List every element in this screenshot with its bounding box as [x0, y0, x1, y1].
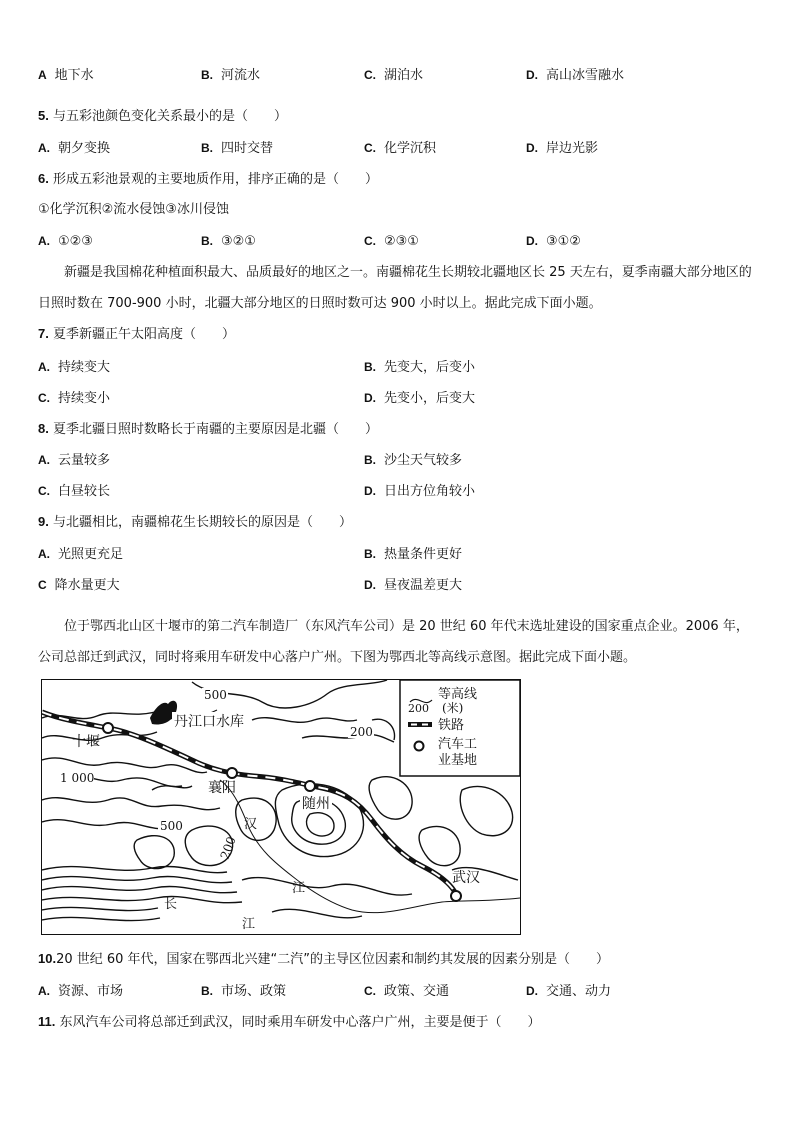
- q6-subitems: ①化学沉积②流水侵蚀③冰川侵蚀: [38, 202, 229, 217]
- question-number: 8.: [38, 421, 49, 436]
- option-text: 昼夜温差更大: [384, 578, 463, 593]
- passage-text: 位于鄂西北山区十堰市的第二汽车制造厂（东风汽车公司）是 20 世纪 60 年代末选址建设的国家重点企业。2006 年，公司总部迁到武汉，同时将乘用车研发中心落户广州。下图为鄂西北等高线示意图。据此完成下面小题。: [38, 619, 749, 665]
- q9-option-d: [364, 576, 462, 595]
- legend-base-label-2: 业基地: [438, 753, 478, 768]
- option-text: 先变小，后变大: [384, 391, 476, 406]
- option-key: D.: [364, 391, 376, 405]
- option-text: 降水量更大: [54, 578, 120, 593]
- q8-stem: [38, 420, 378, 439]
- q9-stem: [38, 513, 352, 532]
- passage-xinjiang: [38, 257, 758, 319]
- option-key: B.: [364, 547, 376, 561]
- option-text: 朝夕变换: [58, 141, 111, 156]
- option-key: D.: [364, 578, 376, 592]
- q6-option-a: [38, 232, 93, 251]
- q10-option-c: [364, 982, 449, 1001]
- option-text: ①②③: [58, 234, 93, 249]
- legend-railway-dash: [422, 724, 428, 726]
- option-text: ③①②: [546, 234, 581, 249]
- question-number: 7.: [38, 326, 49, 341]
- question-number: 5.: [38, 108, 49, 123]
- river-label-jiang: 江: [292, 881, 306, 896]
- question-text: 与五彩池颜色变化关系最小的是（ ）: [52, 109, 287, 124]
- option-text: 化学沉积: [384, 141, 437, 156]
- q6-stem: [38, 170, 378, 189]
- question-text: 形成五彩池景观的主要地质作用，排序正确的是（ ）: [52, 172, 378, 187]
- option-key: C: [38, 578, 47, 592]
- contour-map: [41, 679, 521, 935]
- q8-option-d: [364, 482, 475, 501]
- question-number: 9.: [38, 514, 49, 529]
- option-text: 地下水: [54, 68, 94, 83]
- legend-contour-value: 200: [408, 702, 429, 715]
- contour-label-1000: 1 000: [60, 771, 95, 785]
- legend-base-symbol: [415, 742, 424, 751]
- q10-option-b: [201, 982, 286, 1001]
- legend-base-label-1: 汽车工: [438, 737, 478, 752]
- contour-map-drawing: [42, 680, 520, 934]
- q7-option-b: [364, 358, 475, 377]
- option-text: 高山冰雪融水: [546, 68, 625, 83]
- q5-stem: [38, 107, 287, 126]
- option-key: B.: [201, 984, 213, 998]
- place-xiangyang: 襄阳: [208, 780, 236, 796]
- option-key: C.: [364, 68, 376, 82]
- place-suizhou: 随州: [302, 796, 330, 812]
- option-key: D.: [526, 234, 538, 248]
- option-key: B.: [201, 141, 213, 155]
- q8-option-b: [364, 451, 462, 470]
- question-number: 10.: [38, 951, 57, 966]
- q9-option-c: [38, 576, 120, 595]
- base-marker-wuhan: [451, 891, 461, 901]
- option-key: A.: [38, 234, 50, 248]
- q8-option-a: [38, 451, 110, 470]
- passage-dongfeng: [38, 611, 758, 673]
- option-text: 市场、政策: [221, 984, 287, 999]
- option-key: D.: [526, 984, 538, 998]
- q5-option-c: [364, 139, 436, 158]
- q10-option-d: [526, 982, 611, 1001]
- q4-option-b: [201, 66, 260, 85]
- option-text: 资源、市场: [58, 984, 124, 999]
- contour-label-500-top: 500: [204, 688, 227, 702]
- q7-option-c: [38, 389, 110, 408]
- option-text: 光照更充足: [58, 547, 124, 562]
- option-key: B.: [201, 234, 213, 248]
- question-text: 夏季新疆正午太阳高度（ ）: [52, 327, 235, 342]
- base-marker-shiyan: [103, 723, 113, 733]
- place-shiyan: 十堰: [72, 734, 100, 750]
- q5-option-d: [526, 139, 598, 158]
- option-key: D.: [526, 141, 538, 155]
- option-key: D.: [526, 68, 538, 82]
- option-key: A.: [38, 453, 50, 467]
- q7-option-a: [38, 358, 110, 377]
- option-key: C.: [38, 484, 50, 498]
- q7-option-d: [364, 389, 475, 408]
- option-key: C.: [364, 141, 376, 155]
- q6-option-c: [364, 232, 419, 251]
- option-key: C.: [364, 234, 376, 248]
- option-key: A.: [38, 547, 50, 561]
- option-key: C.: [38, 391, 50, 405]
- option-text: 白昼较长: [58, 484, 111, 499]
- option-key: B.: [364, 360, 376, 374]
- option-text: 岸边光影: [546, 141, 599, 156]
- river-label-jiang-2: 江: [242, 917, 256, 932]
- q9-option-a: [38, 545, 123, 564]
- q4-option-d: [526, 66, 624, 85]
- option-text: 四时交替: [221, 141, 274, 156]
- option-key: B.: [201, 68, 213, 82]
- option-text: 政策、交通: [384, 984, 450, 999]
- question-text: 与北疆相比，南疆棉花生长期较长的原因是（ ）: [52, 515, 352, 530]
- q7-stem: [38, 325, 235, 344]
- contour-label-200-mid: 200: [350, 725, 373, 739]
- q9-option-b: [364, 545, 462, 564]
- option-text: ②③①: [384, 234, 419, 249]
- option-text: 沙尘天气较多: [384, 453, 463, 468]
- place-danjiangkou: 丹江口水库: [174, 714, 244, 730]
- question-text: 20 世纪 60 年代，国家在鄂西北兴建“二汽”的主导区位因素和制约其发展的因素分别是（ ）: [56, 952, 610, 967]
- option-text: 热量条件更好: [384, 547, 463, 562]
- option-key: A.: [38, 141, 50, 155]
- legend-railway-label: 铁路: [438, 718, 465, 733]
- legend-contour-label: 等高线: [438, 687, 478, 702]
- q10-option-a: [38, 982, 123, 1001]
- option-key: B.: [364, 453, 376, 467]
- option-text: 持续变小: [58, 391, 111, 406]
- river-label-han: 汉: [244, 817, 258, 832]
- q6-option-b: [201, 232, 256, 251]
- option-key: A.: [38, 360, 50, 374]
- option-text: 日出方位角较小: [384, 484, 476, 499]
- option-text: 交通、动力: [546, 984, 612, 999]
- option-text: 云量较多: [58, 453, 111, 468]
- river-label-chang: 长: [164, 897, 178, 912]
- base-marker-xiangyang: [227, 768, 237, 778]
- q10-stem: [38, 950, 609, 969]
- option-text: 先变大，后变小: [384, 360, 476, 375]
- legend-railway-dash: [411, 724, 417, 726]
- legend-contour-unit: (米): [442, 701, 464, 715]
- option-text: 河流水: [221, 68, 261, 83]
- contour-label-500-left: 500: [160, 819, 183, 833]
- question-number: 11.: [38, 1014, 56, 1029]
- option-text: 持续变大: [58, 360, 111, 375]
- q5-option-a: [38, 139, 110, 158]
- question-text: 夏季北疆日照时数略长于南疆的主要原因是北疆（ ）: [52, 422, 378, 437]
- option-text: 湖泊水: [384, 68, 424, 83]
- option-text: ③②①: [221, 234, 256, 249]
- question-text: 东风汽车公司将总部迁到武汉，同时乘用车研发中心落户广州，主要是便于（ ）: [59, 1015, 541, 1030]
- question-number: 6.: [38, 171, 49, 186]
- option-key: A.: [38, 984, 50, 998]
- base-marker-suizhou: [305, 781, 315, 791]
- contour-label-200-low: 200: [217, 834, 239, 862]
- q11-stem: [38, 1013, 541, 1032]
- option-key: C.: [364, 984, 376, 998]
- option-key: D.: [364, 484, 376, 498]
- place-wuhan: 武汉: [452, 870, 480, 886]
- q4-option-a: [38, 66, 94, 85]
- q5-option-b: [201, 139, 273, 158]
- q6-option-d: [526, 232, 581, 251]
- q8-option-c: [38, 482, 110, 501]
- passage-text: 新疆是我国棉花种植面积最大、品质最好的地区之一。南疆棉花生长期较北疆地区长 25 天左右，夏季南疆大部分地区的日照时数在 700-900 小时，北疆大部分地区的日照时数可达 900 小时以上。据此完成下面小题。: [38, 265, 752, 311]
- option-key: A: [38, 68, 47, 82]
- q4-option-c: [364, 66, 423, 85]
